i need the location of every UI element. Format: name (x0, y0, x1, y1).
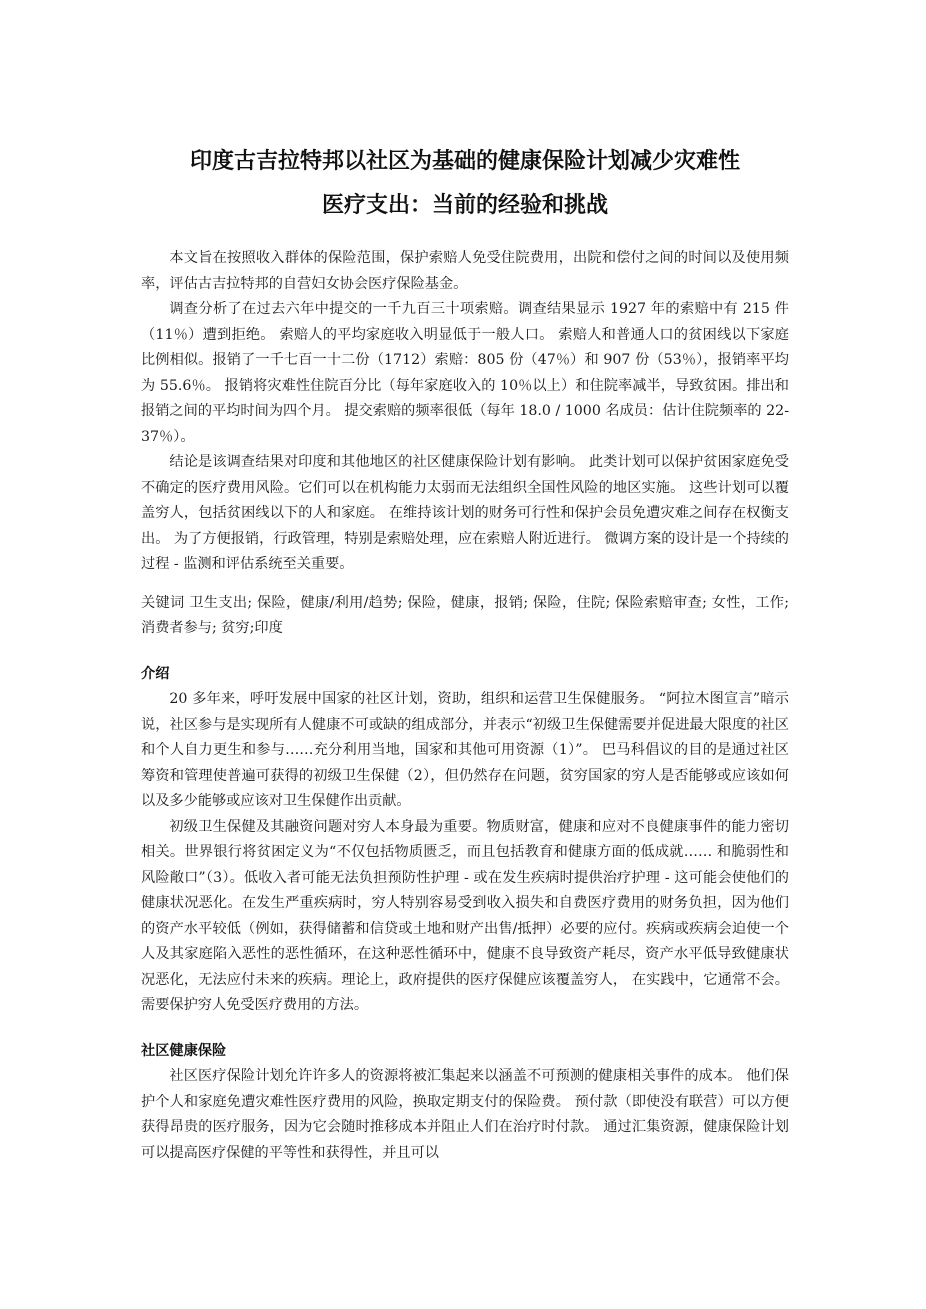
abstract-paragraph-results: 调查分析了在过去六年中提交的一千九百三十项索赔。调查结果显示 1927 年的索赔中有 215 件（11％）遭到拒绝。 索赔人的平均家庭收入明显低于一般人口。 索赔人和普通人口的贫困线以下家庭比例相似。报销了一千七百一十二份（1712）索赔：805 份（47％）和 907 份（53％），报销率平均为 55.6％。 报销将灾难性住院百分比（每年家庭收入的 10％以上）和住院率减半，导致贫困。排出和报销之间的平均时间为四个月。 提交索赔的频率很低（每年 18.0 / 1000 名成员：估计住院频率的 22-37％）。 (141, 301, 789, 445)
section-heading-community-health-insurance: 社区健康保险 (141, 1042, 227, 1059)
abstract (141, 246, 789, 578)
community-health-insurance-paragraph-1: 社区医疗保险计划允许许多人的资源将被汇集起来以涵盖不可预测的健康相关事件的成本。 他们保护个人和家庭免遭灾难性医疗费用的风险，换取定期支付的保险费。 预付款（即使没有联营）可以方便获得昂贵的医疗服务，因为它会随时推移成本并阻止人们在治疗时付款。 通过汇集资源，健康保险计划可以提高医疗保健的平等性和获得性，并且可以 (141, 1068, 789, 1161)
title-line-2: 医疗支出：当前的经验和挑战 (321, 193, 608, 218)
document-title (141, 140, 789, 228)
introduction-paragraph-1: 20 多年来，呼吁发展中国家的社区计划，资助，组织和运营卫生保健服务。 “阿拉木图宣言”暗示说，社区参与是实现所有人健康不可或缺的组成部分，并表示“初级卫生保健需要并促进最大限度的社区和个人自力更生和参与……充分利用当地，国家和其他可用资源（1）”。 巴马科倡议的目的是通过社区筹资和管理使普遍可获得的初级卫生保健（2），但仍然存在问题，贫穷国家的穷人是否能够或应该如何以及多少能够或应该对卫生保健作出贡献。 (141, 691, 789, 809)
abstract-paragraph-conclusion: 结论是该调查结果对印度和其他地区的社区健康保险计划有影响。 此类计划可以保护贫困家庭免受不确定的医疗费用风险。它们可以在机构能力太弱而无法组织全国性风险的地区实施。 这些计划可以覆盖穷人，包括贫困线以下的人和家庭。 在维持该计划的财务可行性和保护会员免遭灾难之间存在权衡支出。 为了方便报销，行政管理，特别是索赔处理，应在索赔人附近进行。 微调方案的设计是一个持续的过程 - 监测和评估系统至关重要。 (141, 454, 789, 572)
introduction-paragraph-2: 初级卫生保健及其融资问题对穷人本身最为重要。物质财富，健康和应对不良健康事件的能力密切相关。世界银行将贫困定义为“不仅包括物质匮乏，而且包括教育和健康方面的低成就…… 和脆弱性和风险敞口”（3）。低收入者可能无法负担预防性护理 - 或在发生疾病时提供治疗护理 - 这可能会使他们的健康状况恶化。在发生严重疾病时，穷人特别容易受到收入损失和自费医疗费用的财务负担，因为他们的资产水平较低（例如，获得储蓄和信贷或土地和财产出售/抵押）必要的应付。疾病或疾病会迫使一个人及其家庭陷入恶性的恶性循环，在这种恶性循环中，健康不良导致资产耗尽，资产水平低导致健康状况恶化，无法应付未来的疾病。理论上，政府提供的医疗保健应该覆盖穷人， 在实践中，它通常不会。 需要保护穷人免受医疗费用的方法。 (141, 818, 789, 1013)
title-line-1: 印度古吉拉特邦以社区为基础的健康保险计划减少灾难性 (189, 149, 740, 174)
keywords: 关键词 卫生支出; 保险，健康/利用/趋势; 保险，健康，报销; 保险，住院; 保险索赔审查; 女性，工作; 消费者参与; 贫穷;印度 (141, 594, 789, 636)
section-heading-introduction: 介绍 (141, 665, 170, 682)
document-page (141, 140, 789, 1166)
abstract-paragraph-objective: 本文旨在按照收入群体的保险范围，保护索赔人免受住院费用，出院和偿付之间的时间以及使用频率，评估古吉拉特邦的自营妇女协会医疗保险基金。 (141, 250, 789, 292)
